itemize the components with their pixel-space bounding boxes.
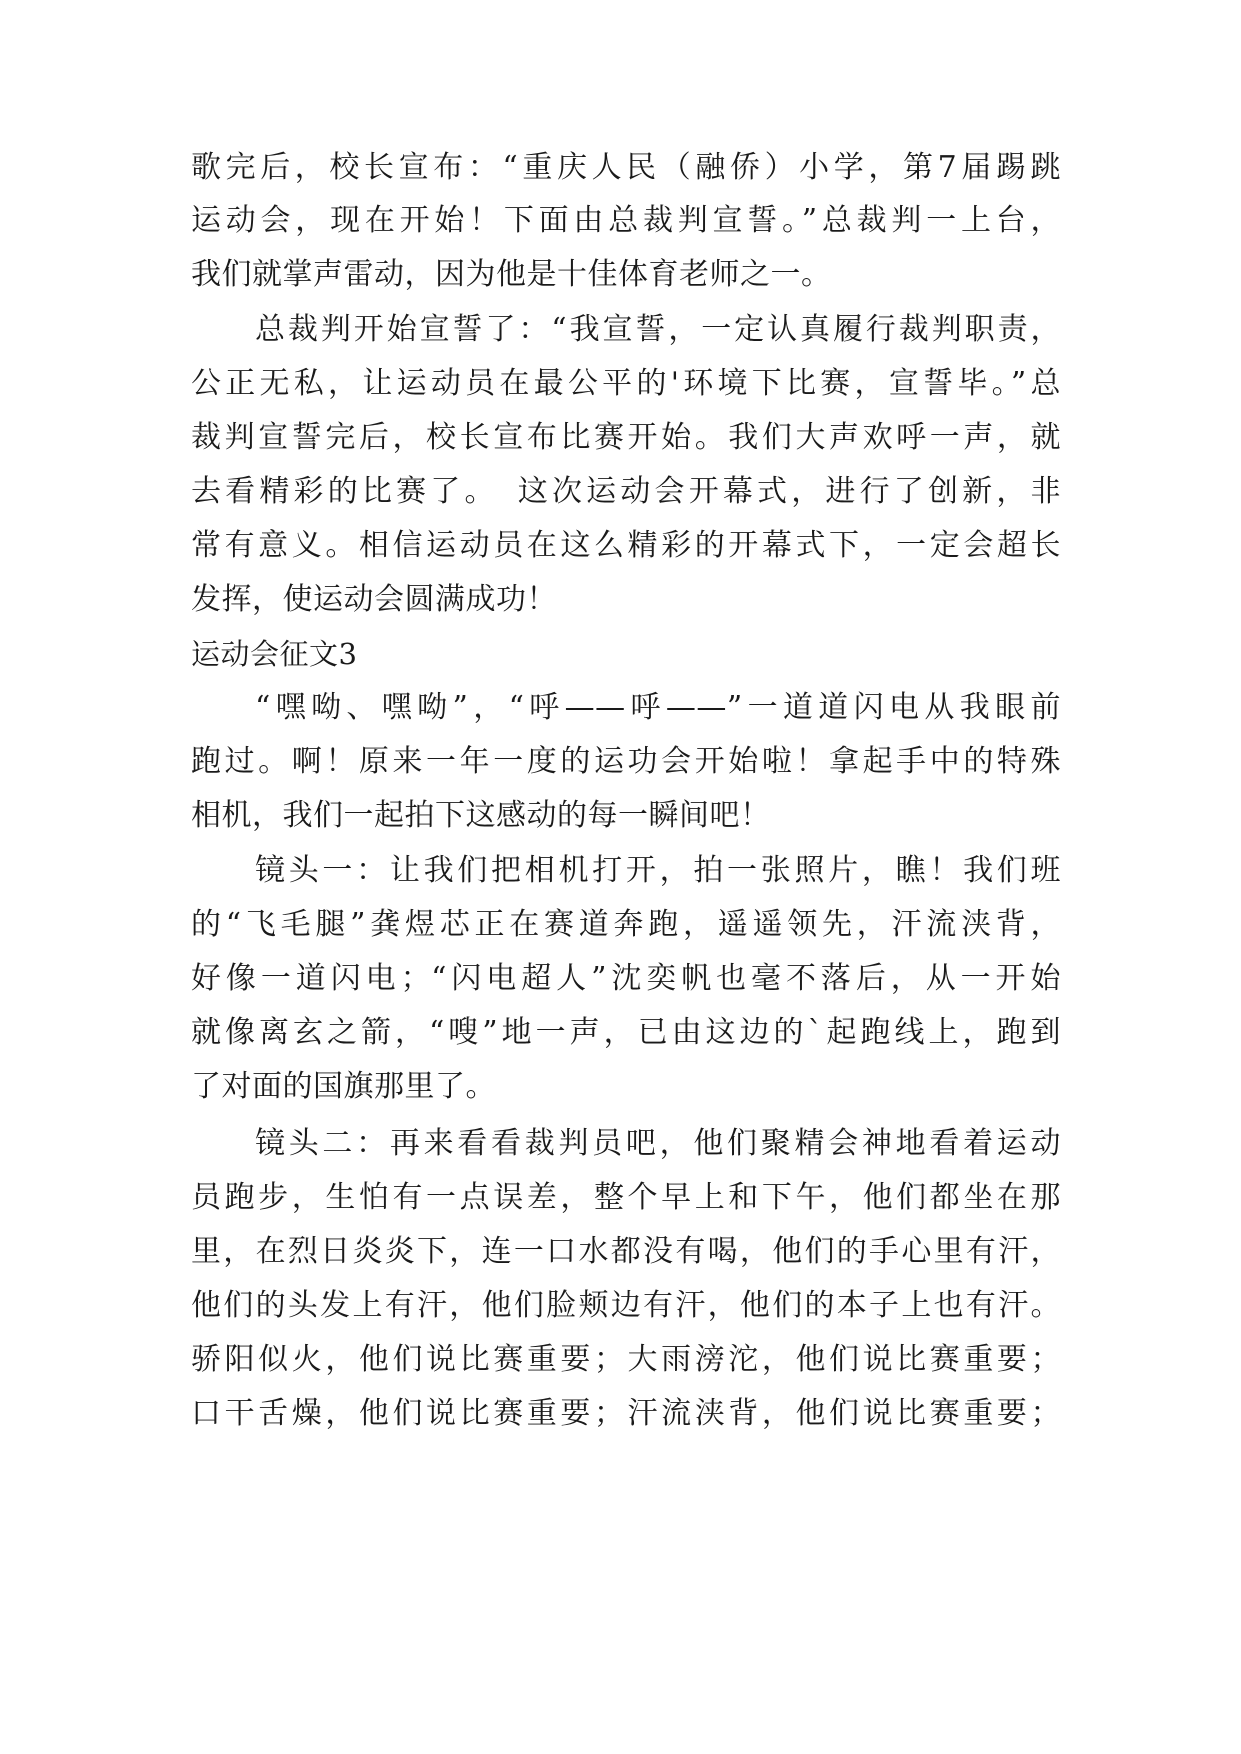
text-line: 跑过。啊！原来一年一度的运功会开始啦！拿起手中的特殊 [191,744,1061,779]
text-line: 就像离玄之箭，“嗖”地一声，已由这边的`起跑线上，跑到 [191,1015,1061,1050]
paragraph-start: 镜头二：再来看看裁判员吧，他们聚精会神地看着运动 [255,1126,1061,1161]
text-line: 好像一道闪电；“闪电超人”沈奕帆也毫不落后，从一开始 [191,961,1061,996]
text-line: 裁判宣誓完后，校长宣布比赛开始。我们大声欢呼一声，就 [191,420,1061,455]
paragraph-start: 总裁判开始宣誓了：“我宣誓，一定认真履行裁判职责， [255,312,1061,347]
text-line: 他们的头发上有汗，他们脸颊边有汗，他们的本子上也有汗。 [191,1288,1061,1323]
text-line: 去看精彩的比赛了。 这次运动会开幕式，进行了创新，非 [191,474,1061,509]
text-line: 发挥，使运动会圆满成功！ [191,582,557,617]
text-line: 了对面的国旗那里了。 [191,1069,496,1104]
text-line: 的“飞毛腿”龚煜芯正在赛道奔跑，遥遥领先，汗流浃背， [191,907,1061,942]
text-line: 口干舌燥，他们说比赛重要；汗流浃背，他们说比赛重要； [191,1396,1061,1431]
text-line: 常有意义。相信运动员在这么精彩的开幕式下，一定会超长 [191,528,1061,563]
section-heading: 运动会征文3 [191,637,358,671]
text-line: 歌完后，校长宣布：“重庆人民（融侨）小学，第7届踢跳 [191,150,1061,185]
text-line: 运动会，现在开始！下面由总裁判宣誓。”总裁判一上台， [191,203,1061,238]
text-line: 骄阳似火，他们说比赛重要；大雨滂沱，他们说比赛重要； [191,1342,1061,1377]
text-line: 里，在烈日炎炎下，连一口水都没有喝，他们的手心里有汗， [191,1234,1061,1269]
text-line: 我们就掌声雷动，因为他是十佳体育老师之一。 [191,257,832,292]
paragraph-start: “嘿呦、嘿呦”，“呼——呼——”一道道闪电从我眼前 [255,690,1061,725]
text-line: 相机，我们一起拍下这感动的每一瞬间吧！ [191,798,771,833]
text-line: 员跑步，生怕有一点误差，整个早上和下午，他们都坐在那 [191,1180,1061,1215]
text-line: 公正无私，让运动员在最公平的'环境下比赛，宣誓毕。”总 [191,366,1061,401]
paragraph-start: 镜头一：让我们把相机打开，拍一张照片，瞧！我们班 [255,853,1061,888]
